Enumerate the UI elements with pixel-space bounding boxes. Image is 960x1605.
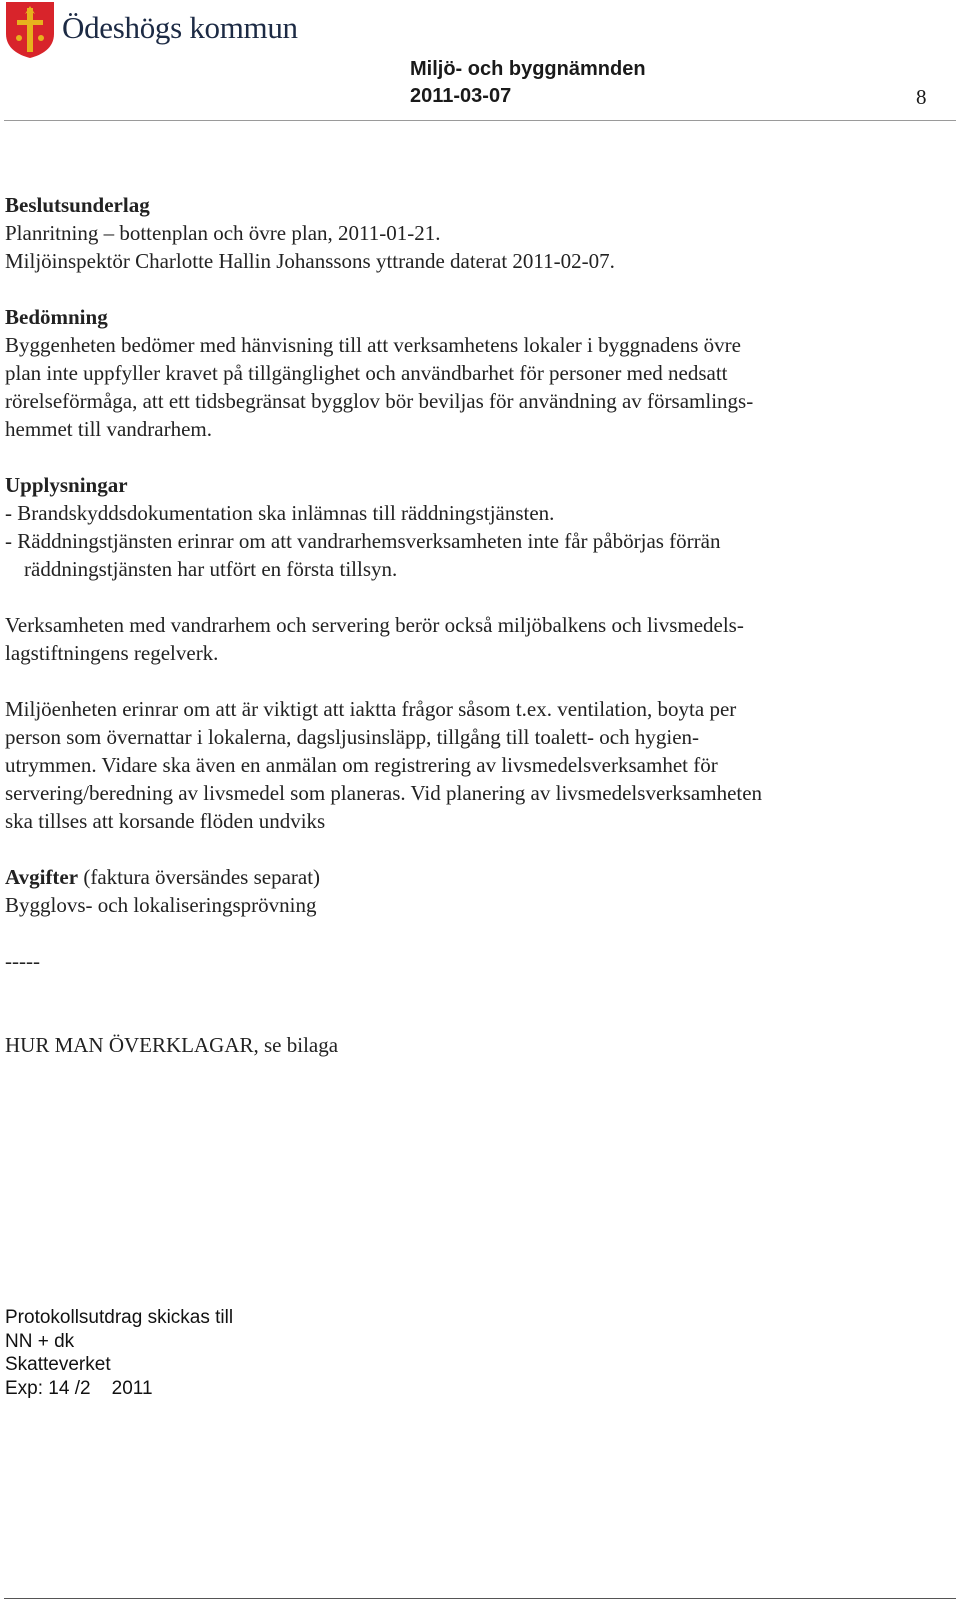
list-item-continuation: räddningstjänsten har utfört en första tillsyn.	[24, 557, 398, 581]
text-line: Miljöenheten erinrar om att är viktigt att iaktta frågor såsom t.ex. ventilation, boyta per	[5, 697, 737, 721]
text-line: ska tillses att korsande flöden undviks	[5, 809, 326, 833]
meeting-date: 2011-03-07	[410, 85, 512, 107]
page-number: 8	[916, 85, 927, 109]
org-name: Ödeshögs kommun	[62, 10, 298, 45]
distribution-list	[5, 1306, 233, 1400]
footer-divider	[4, 1598, 956, 1599]
text-line: person som övernattar i lokalerna, dagsljusinsläpp, tillgång till toalett- och hygien-	[5, 725, 700, 749]
separator-text: -----	[5, 949, 40, 973]
text-line: utrymmen. Vidare ska även en anmälan om registrering av livsmedelsverksamhet för	[5, 753, 718, 777]
section-heading: Avgifter	[5, 865, 79, 889]
appeal-note	[5, 1031, 945, 1059]
list-item: - Räddningstjänsten erinrar om att vandrarhemsverksamheten inte får påbörjas förrän	[5, 529, 721, 553]
committee-name: Miljö- och byggnämnden	[410, 58, 646, 80]
municipality-logo	[4, 0, 56, 60]
text-line: Bygglovs- och lokaliseringsprövning	[5, 893, 317, 917]
distribution-line: NN + dk	[5, 1330, 75, 1352]
text-line: Planritning – bottenplan och övre plan, 2011-01-21.	[5, 221, 441, 245]
section-heading: Upplysningar	[5, 473, 128, 497]
text-line: Byggenheten bedömer med hänvisning till att verksamhetens lokaler i byggnadens övre	[5, 333, 741, 357]
avgifter-note: (faktura översändes separat)	[78, 865, 321, 889]
list-item: - Brandskyddsdokumentation ska inlämnas till räddningstjänsten.	[5, 501, 555, 525]
page-header	[0, 0, 960, 122]
section-heading: Bedömning	[5, 305, 108, 329]
distribution-line: Protokollsutdrag skickas till	[5, 1307, 234, 1328]
header-divider	[4, 120, 956, 121]
section-heading: Beslutsunderlag	[5, 193, 150, 217]
appeal-text: HUR MAN ÖVERKLAGAR, se bilaga	[5, 1033, 339, 1057]
avgifter-heading-line	[5, 863, 945, 891]
separator	[5, 947, 945, 975]
section-beslutsunderlag	[5, 191, 945, 275]
distribution-line: Exp: 14 /2 2011	[5, 1377, 153, 1399]
document-body	[5, 191, 945, 1059]
text-line: lagstiftningens regelverk.	[5, 641, 219, 665]
section-miljoenheten	[5, 695, 945, 835]
section-verksamheten	[5, 611, 945, 667]
section-upplysningar	[5, 471, 945, 583]
text-line: Miljöinspektör Charlotte Hallin Johanssons yttrande daterat 2011-02-07.	[5, 249, 615, 273]
text-line: plan inte uppfyller kravet på tillgänglighet och användbarhet för personer med nedsatt	[5, 361, 728, 385]
text-line: hemmet till vandrarhem.	[5, 417, 213, 441]
section-avgifter	[5, 863, 945, 919]
distribution-line: Skatteverket	[5, 1354, 111, 1375]
text-line: Verksamheten med vandrarhem och servering berör också miljöbalkens och livsmedels-	[5, 613, 744, 637]
text-line: servering/beredning av livsmedel som planeras. Vid planering av livsmedelsverksamheten	[5, 781, 763, 805]
text-line: rörelseförmåga, att ett tidsbegränsat bygglov bör beviljas för användning av församlings-	[5, 389, 754, 413]
section-bedomning	[5, 303, 945, 443]
